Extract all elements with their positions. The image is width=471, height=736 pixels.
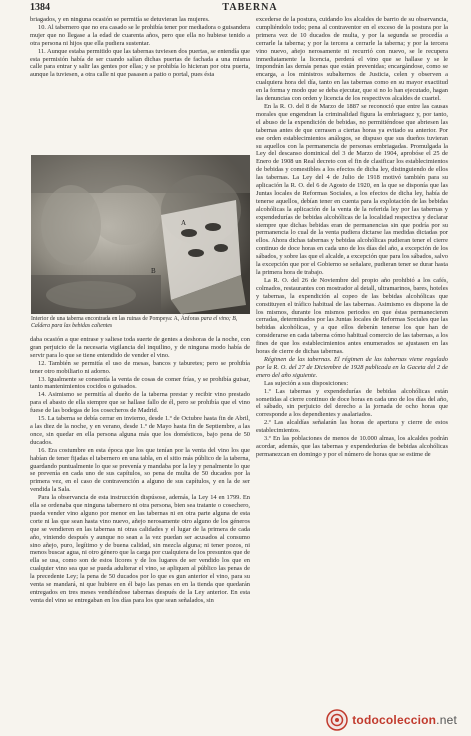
watermark-brand: todocoleccion	[352, 713, 437, 727]
paragraph: excederse de la postura, cuidando los alcaldes de barrio de su observancia, cumpliéndolo todo; pena al contraventor en el exceso de la postura por la primera vez de 10 ducados de multa, y por la segunda se procedía a cerrarle la taberna; y por la tercera a cerrarle la taberna; y por la tercera vino nuevo, añejo nerosamente ni recurrió con nuevo, se le recupera inmediatamente la licencia, perderá el vino que se hallase y se le impondrán las demás penas que están prevenidas; encargándose, como se encarga, a los ministros subalternos de Justicia, celen y observen a cualquiera hora del día, tanto en las tabernas como en su mayor exactitud en la forma y modo que se deba ejecutar, que si no lo han ejecutado, hagan las denuncias con orden y licencia de los respectivos alcaldes de cuartel.	[256, 16, 448, 103]
paragraph: La R. O. del 26 de Noviembre del propio año prohibió a los cafés, colmados, restaurantes con mostrador al detall, ultramarinos, bares, hoteles y tabernas, la expendición al copeo de las bebidas alcohólicas que constituyen el tráfico habitual de las tabernas. Asimismo es dispone la de los mismos, durante los mismos periodos en que éstas permanecieren cerradas, determinados por las Juntas locales de Reformas Sociales que las bebidas alcohólicas, y a que ellos deberán tenerse los que han de considerarse en cada taberna cómo habitual comercio de las tabernas, a los fines de que los establecimientos antes enumerados se ajustasen en las horas de cierre de dichas tabernas.	[256, 276, 448, 356]
paragraph: 14. Asimismo se permitía al dueño de la taberna prestar y recibir vino prestado para el abasto de ella siempre que se hallase fallo de él, pero se prohibía que el vino fuese de las bodegas de los cosecheros de Madrid.	[30, 391, 250, 415]
paragraph: Para la observancia de esta instrucción dispúsose, además, la Ley 14 en 1799. En ella se ordenaba que ninguna tabernero ni otra persona, bien sea tratante o cosechero, pueda vender vino alguno por menor en las tabernas ni en otra parte alguna de esta corte ni las que sean hasta vino nuevo, añejo nerosamente otro alguno de los géneros que se vendieren en las tabernas ni otras calidades y el lugar de la primera de cada año, viniendo después y aunque no sean a la vez puedan ser acusados al consumo sino añejo, puro, legítimo y de buena calidad, sin mezcla alguna; ni tener pozos, ni menos buscar agua, ni otro género que la carga por cualquiera de los presuntos que de ella se usa, como son de estos licores y de los lugares de ser vendido los que en cualquier vino sea que se pueda adulterar el vino, se apliquen al público las penas de la precedente Ley; la pena de 50 ducados por lo que es gun anterior el vino, para su venta se mandará, ni que hubiere en él bajo las penas en en la tienda que quedarán entregados en tres meses vendiéndose tabernas después de la Ley anterior. En esta venta del vino se entregaban en los días para los que sean señalados, sin	[30, 494, 250, 604]
right-column	[256, 16, 448, 704]
paragraph: 16. Era costumbre en esta época que los que tenían por la venta del vino los que habían de tener fijadas el tabernero en una tabla, en el sitio más público de la taberna, guardando puntualmente lo que se prevenía y mandaba por la ley y penalmente lo que se prevenía en cada uno de sus capítulos, so pena de multa de 50 ducados por la primera vez, en el caso de contravención a alguno de sus capítulos, y en la de ser vendida la Sala.	[30, 446, 250, 494]
paragraph: daba ocasión a que entrase y saliese toda suerte de gentes a deshoras de la noche, con gran perjuicio de la necesaria vigilancia del inquilino, y de ninguna modo había de servir para lo que se tiene entendido de vender el vino.	[30, 336, 250, 359]
paragraph: 2.º Las alcaldías señalarán las horas de apertura y cierre de estos establecimientos.	[256, 419, 448, 435]
caption-title: Interior de una taberna encontrada en las ruinas de Pompeya: A, Ánforas	[31, 316, 200, 322]
photo-caption	[31, 316, 250, 330]
page-header	[0, 2, 471, 16]
watermark-text	[352, 713, 457, 727]
pompeii-tavern-photo	[31, 155, 250, 314]
paragraph: En la R. O. del 8 de Marzo de 1887 se reconoció que entre las causas morales que engendran la criminalidad figura la embriaguez y, por tanto, el abuso de la expendición de bebidas, no permitiéndose que abriesen las tabernas antes de que cerrasen a ciertas horas ya evitado su anterior. Por ese orden establecimientos análogos, se dispuso que sus dueños tuvieran su aquellos con la permanencia de personas embriagadas. Promulgada la Ley del descanso dominical del 3 de Marzo de 1904, aprobóse el 25 de Enero de 1908 un Real decreto con el fin de clasificar los establecimientos de bebidas y comestibles a los efectos de dicha ley, distinguiendo de ellos las tabernas. La Ley del 4 de Julio de 1918 motivó también para su aplicación la R. O. del 6 de Agosto de 1920, en la que se disponía que las Juntas locales de Reformas Sociales, a los efectos de dicha ley, había de tenerse aquellos, debían tener en cuenta para la explotación de las bebidas alcohólicas la aplicación de la venta de la referida ley por las tabernas y expendedurías de bebidas alcohólicas de la localidad respectiva y declarar siempre que dichas bebidas eran de permanencias sin que podría por su permanencia lo cual de la venta pudiera dictarse las medidas dictadas por ellos. Ahora dichas tabernas y bebidas alcohólicas pudieran tener el cierre continuo de doce horas en cada uno de los días del año, a excepción de los sábados, y sobre las que el alcalde, a excepción que para los sábados, salvo la excepción que por el Gobierno se señalare, pudieran tener se durar hasta la primera hora de trabajo.	[256, 102, 448, 276]
paragraph: 1.º Las tabernas y expendedurías de bebidas alcohólicas están sometidas al cierre continuo de doce horas en cada uno de los días del año, el sábado, sin perjuicio del derecho a la jornada de ocho horas que corresponde a los dependientes y asalariados.	[256, 387, 448, 419]
todocoleccion-logo-icon	[326, 709, 348, 731]
left-column-top	[30, 16, 250, 148]
paragraph: Las sujeción a sus disposiciones:	[264, 379, 349, 387]
page-number: 1384	[30, 2, 50, 13]
paragraph: 3.º En las poblaciones de menos de 10.000 almas, los alcaldes podrán acordar, además, que las tabernas y expendedurías de bebidas alcohólicas permanezcan en domingo y por el número de horas que se estime de	[256, 435, 448, 458]
caption-text: para el vino; B, Caldera para las bebidas calientes	[31, 316, 238, 329]
section-heading-paragraph: Régimen de las tabernas. El régimen de las tabernas viene regulado por la R. O. del 27 de Diciembre de 1928 publicada en la Gaceta del 2 de enero del año siguiente.	[256, 355, 448, 379]
watermark	[326, 706, 457, 734]
left-column-bottom	[30, 336, 250, 704]
watermark-suffix: .net	[436, 713, 457, 727]
svg-text:A: A	[181, 219, 187, 227]
paragraph: 12. También se permitía el uso de mesas, bancos y taburetes; pero se prohibía tener otro mobiliario ni adorno.	[30, 359, 250, 375]
paragraph: briagados, y en ninguna ocasión se permitía se detuvieran las mujeres.	[30, 16, 210, 23]
paragraph: 13. Igualmente se consentía la venta de cosas de comer frías, y se prohibía guisar, tanto mantenimientos cocidos o guisados.	[30, 375, 250, 391]
paragraph: 15. La taberna se debía cerrar en invierno, desde 1.º de Octubre hasta fin de Abril, a las diez de la noche, y en verano, desde 1.º de Mayo hasta fin de Septiembre, a las once, sin quedar en ella persona alguna más que los domésticos, bajo pena de 50 ducados.	[30, 415, 250, 446]
running-title: TABERNA	[222, 2, 278, 13]
paragraph: 10. Al tabernero que no era casado se le prohibía tener por mediadora o guisandera mujer que no llegase a la edad de cuarenta años, pero que ella no hubiese tenido a otra persona ni hijos que ella pudiera sustentar.	[30, 23, 250, 47]
svg-text:B: B	[151, 267, 156, 275]
photo-illustration	[31, 155, 250, 314]
paragraph: 11. Aunque estaba permitido que las tabernas tuviesen dos puertas, se entendía que esta permisión había de ser cuando salían dichas puertas de fachada a una misma calle para entrar y salir las gentes por ellas; y se prohibía lo hicieran por otra puerta, aunque la tuviesen, a otra calle ni que pasasen a patio o portal, pues ésta	[30, 47, 250, 79]
